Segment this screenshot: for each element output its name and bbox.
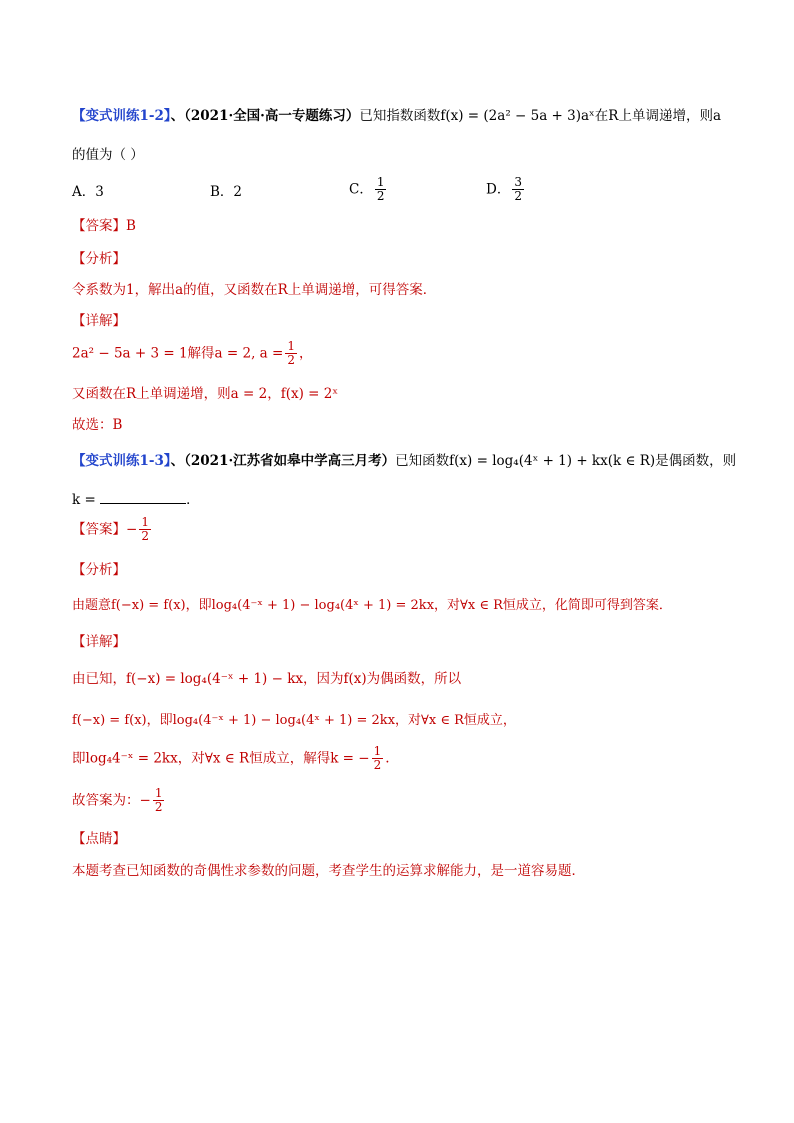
option-d-den: 2 [514,189,522,203]
problem2-answer-label: 【答案】 [72,521,126,538]
problem2-detail-line2: f(−x) = f(x)，即log₄(4⁻ˣ + 1) − log₄(4ˣ + 1) = 2kx，对∀x ∈ R恒成立， [72,713,516,728]
problem1-analysis-label: 【分析】 [72,251,126,267]
problem2-detail-line3 [72,745,734,777]
option-c [349,176,388,203]
problem1-stem: 已知指数函数f(x) = (2a² − 5a + 3)aˣ在R上单调递增，则a [359,108,721,124]
problem2-source: 、（2021·江苏省如皋中学高三月考） [170,453,396,469]
option-d [486,176,526,203]
problem2-final [72,787,734,819]
option-d-fraction [512,176,524,203]
answer-blank [100,489,186,504]
p2-detail3-num: 1 [373,744,382,758]
problem2-tag: 【变式训练1-3】 [72,453,171,469]
problem1-options [72,176,734,210]
p1-detail1-a: 2a² − 5a + 3 = 1解得a = 2, a = [72,345,284,362]
option-d-num: 3 [514,175,522,189]
problem2-detail-label: 【详解】 [72,634,126,650]
option-d-label: D． [486,181,511,198]
option-b: B．2 [210,184,243,200]
problem1-tag: 【变式训练1-2】 [72,108,171,124]
p2-answer-den: 2 [141,529,149,543]
p1-detail1-den: 2 [287,353,295,367]
problem2-k: k = [72,492,101,508]
option-c-label: C． [349,181,373,198]
problem1-detail-line2: 又函数在R上单调递增，则a = 2，f(x) = 2ˣ [72,386,339,402]
problem2-period: ． [186,492,200,508]
p2-detail3-fraction [372,745,384,772]
p1-detail1-fraction [285,340,297,367]
p1-detail1-end: ， [298,345,313,362]
problem2-note: 本题考查已知函数的奇偶性求参数的问题，考查学生的运算求解能力，是一道容易题． [72,863,585,879]
problem1-detail-label: 【详解】 [72,313,126,329]
problem2-answer-fraction [139,516,151,543]
option-c-den: 2 [376,189,385,203]
problem1-answer-label: 【答案】 [72,218,126,234]
option-c-fraction [375,176,387,203]
problem2-note-label: 【点睛】 [72,831,126,847]
p2-detail3-den: 2 [373,758,382,772]
p2-detail3-a: 即log₄4⁻ˣ = 2kx，对∀x ∈ R恒成立，解得k = − [72,750,370,767]
problem2-detail-line1: 由已知，f(−x) = log₄(4⁻ˣ + 1) − kx，因为f(x)为偶函数，所以 [72,671,462,687]
problem1-source: 、（2021·全国·高一专题练习） [170,108,360,124]
problem2-analysis-label: 【分析】 [72,562,126,578]
p1-detail1-num: 1 [287,339,295,353]
problem1-detail-line1 [72,340,734,370]
problem1-answer-value: B [126,218,136,234]
p2-final-a: 故答案为：− [72,792,151,809]
p2-final-den: 2 [154,800,163,814]
problem1-choose: 故选：B [72,417,123,433]
problem2-answer-sign: − [126,521,138,538]
problem1-answer [72,216,734,236]
option-c-num: 1 [376,175,385,189]
p2-detail3-end: . [385,750,390,767]
p2-final-fraction [153,787,165,814]
problem1-stem-line [72,106,734,126]
option-a: A．3 [72,184,104,200]
problem1-stem-cont: 的值为（ ） [72,147,144,163]
problem1-analysis: 令系数为1，解出a的值，又函数在R上单调递增，可得答案． [72,282,437,298]
problem2-stem-line [72,451,737,471]
problem2-analysis: 由题意f(−x) = f(x)，即log₄(4⁻ˣ + 1) − log₄(4ˣ + 1) = 2kx，对∀x ∈ R恒成立，化简即可得到答案． [72,598,672,613]
p2-answer-num: 1 [141,515,149,529]
p2-final-num: 1 [154,786,163,800]
problem2-stem: 已知函数f(x) = log₄(4ˣ + 1) + kx(k ∈ R)是偶函数，则 [395,453,737,469]
problem2-stem-cont [72,489,734,510]
problem2-answer [72,516,734,550]
